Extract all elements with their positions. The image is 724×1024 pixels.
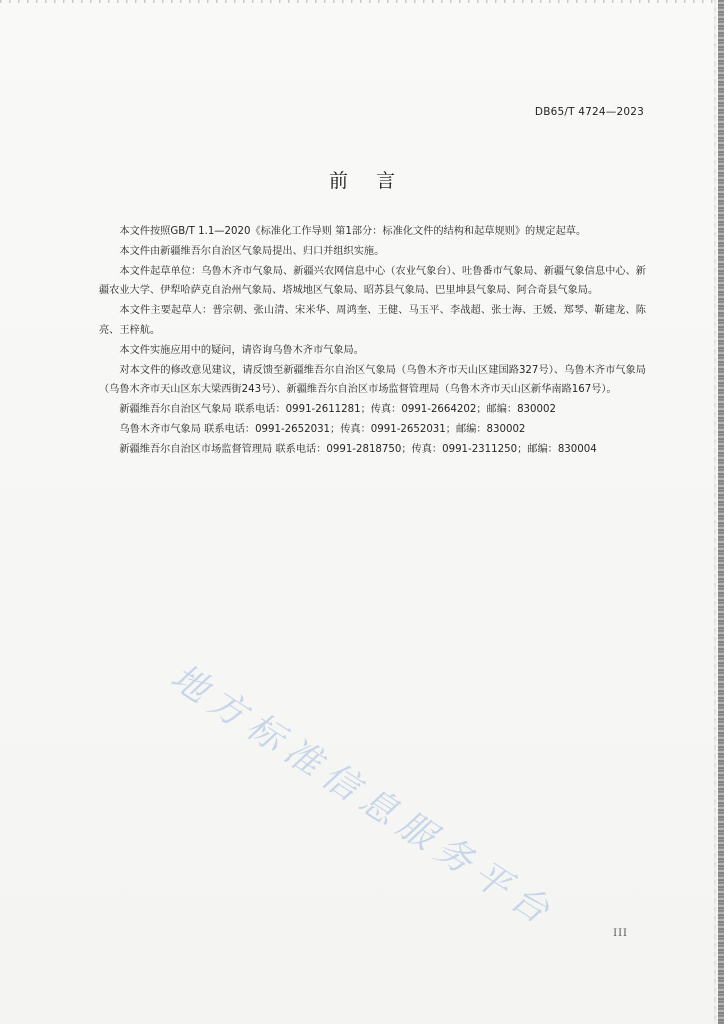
- contact-line-market-regulation: 新疆维吾尔自治区市场监督管理局 联系电话：0991-2818750；传真：0991-2311250；邮编：830004: [119, 443, 597, 455]
- page-title: 前言: [328, 170, 423, 192]
- paragraph-proposer: 本文件由新疆维吾尔自治区气象局提出、归口并组织实施。: [119, 245, 385, 257]
- scan-top-border: [0, 0, 720, 3]
- paragraph-drafters: 本文件主要起草人：普宗朝、张山清、宋米华、周鸿奎、王健、马玉平、李战超、张士海、王媛、郑琴、靳建龙、陈亮、王梓航。: [99, 305, 646, 336]
- scan-right-edge-shadow: [714, 0, 716, 1024]
- page-number: III: [613, 928, 628, 939]
- contact-line-regional-bureau: 新疆维吾尔自治区气象局 联系电话：0991-2611281；传真：0991-2664202；邮编：830002: [119, 404, 556, 416]
- contact-line-urumqi-bureau: 乌鲁木齐市气象局 联系电话：0991-2652031；传真：0991-2652031；邮编：830002: [119, 423, 526, 435]
- watermark: 地方标准信息服务平台: [163, 656, 564, 937]
- paragraph-feedback: 对本文件的修改意见建议，请反馈至新疆维吾尔自治区气象局（乌鲁木齐市天山区建国路327号）、乌鲁木齐市气象局（乌鲁木齐市天山区东大梁西街243号）、新疆维吾尔自治区市场监督管理局（乌鲁木齐市天山区新华南路167号）。: [99, 364, 646, 396]
- paragraph-drafting-rules: 本文件按照GB/T 1.1—2020《标准化工作导则 第1部分：标准化文件的结构和起草规则》的规定起草。: [119, 226, 587, 237]
- foreword-body: [99, 222, 646, 460]
- paragraph-drafting-units: 本文件起草单位：乌鲁木齐市气象局、新疆兴农网信息中心（农业气象台）、吐鲁番市气象局、新疆气象信息中心、新疆农业大学、伊犁哈萨克自治州气象局、塔城地区气象局、昭苏县气象局、巴里坤县气象局、阿合奇县气象局。: [99, 265, 646, 297]
- scan-right-edge: [718, 0, 724, 1024]
- paragraph-inquiries: 本文件实施应用中的疑问，请咨询乌鲁木齐市气象局。: [119, 344, 364, 356]
- document-code: DB65/T 4724—2023: [534, 106, 644, 118]
